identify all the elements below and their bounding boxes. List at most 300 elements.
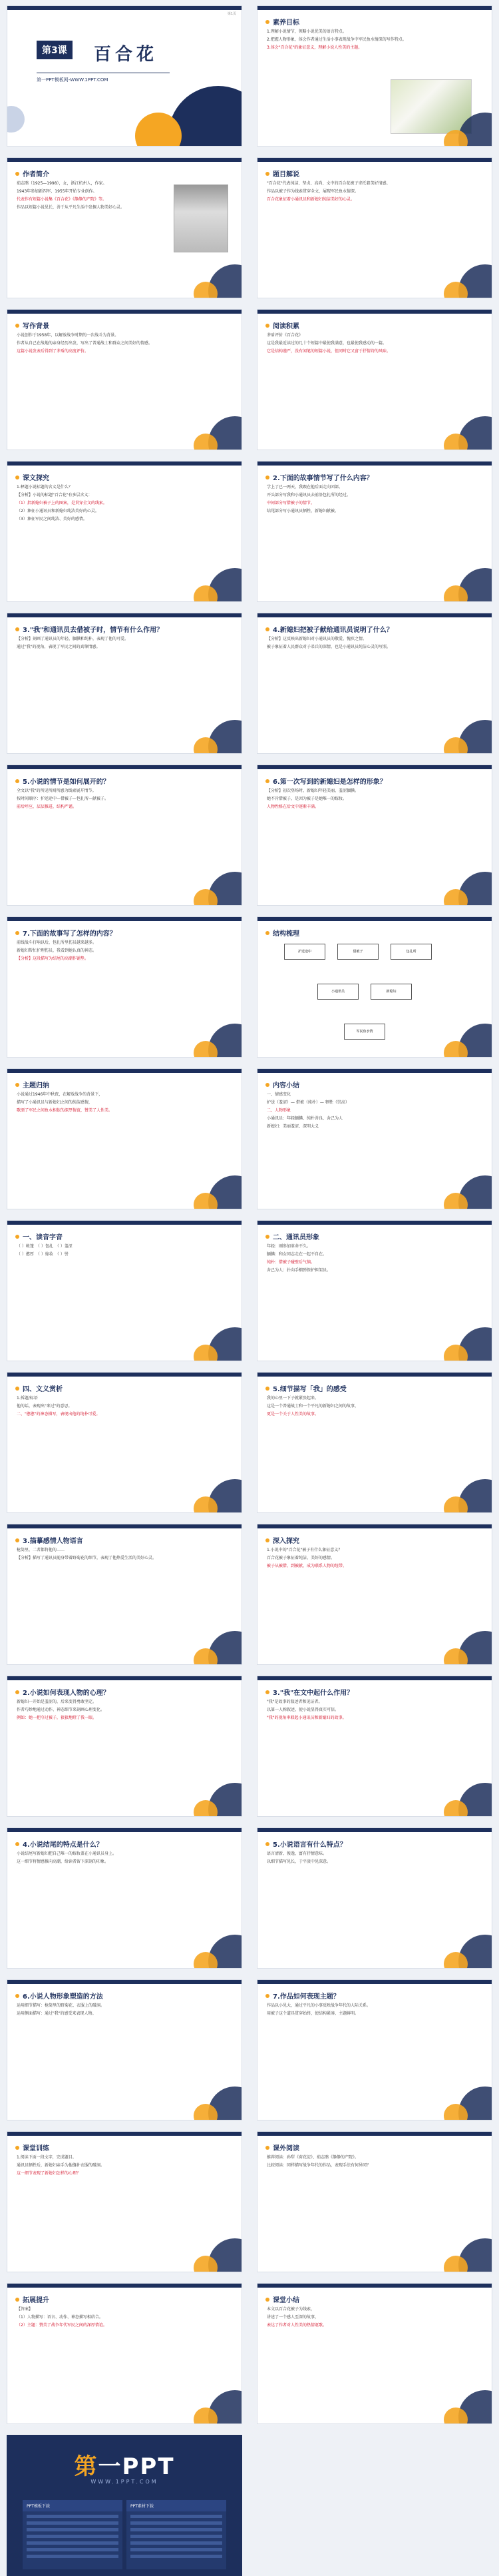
body-line: "我"是故事的叙述者和见证者。 (267, 1700, 323, 1704)
slide-title: 内容小结 (273, 1082, 299, 1090)
slide-title: 6.第一次写到的新媳妇是怎样的形象？ (273, 779, 387, 786)
content-slide (7, 2283, 242, 2424)
slide-title: 课文探究 (23, 475, 49, 482)
body-line: 这一细节将情感推向高潮，给读者留下深刻的印象。 (17, 1859, 109, 1864)
body-line: 1943年参加新四军，1955年开始专业创作。 (17, 189, 97, 194)
slide-topbar (7, 2284, 242, 2288)
slide-body (17, 1851, 232, 1867)
slide-heading (265, 320, 299, 330)
slide-body (267, 1851, 482, 1867)
body-line: 小说结尾写新媳妇把自己唯一的嫁妆盖在小通讯员身上。 (17, 1851, 117, 1856)
content-slide (257, 1979, 492, 2120)
content-slide (7, 157, 242, 298)
slide-body (267, 484, 482, 516)
body-line: 结尾部分写小通讯员牺牲，新媳妇献被。 (267, 509, 339, 513)
body-line: 用被子这个道具贯穿始终，使结构紧凑、主题鲜明。 (267, 2011, 359, 2016)
body-line: 被子从被借、到被献，成为联系人物的纽带。 (267, 1564, 347, 1568)
slide-body (267, 636, 482, 652)
bullet-dot-icon (15, 1235, 19, 1239)
link-row[interactable] (130, 2535, 222, 2538)
slide-heading (15, 1991, 103, 2001)
bullet-dot-icon (15, 2298, 19, 2302)
slide-heading (265, 1080, 299, 1090)
body-line: 新媳妇：美丽羞涩、深明大义 (267, 1124, 319, 1129)
body-line: 运用细节描写：枪筒里的野菊花、衣服上的破洞。 (17, 2003, 105, 2008)
content-slide (7, 613, 242, 754)
slide-title: 2.小说如何表现人物的心理？ (23, 1690, 110, 1697)
link-row[interactable] (130, 2548, 222, 2551)
slide-heading (265, 17, 299, 27)
decor-circle (7, 106, 25, 133)
link-row[interactable] (130, 2521, 222, 2525)
link-row[interactable] (130, 2528, 222, 2531)
bullet-dot-icon (15, 1842, 19, 1846)
body-line: 小说创作于1958年，以解放战争时期的一次战斗为背景。 (17, 333, 119, 338)
content-slide (257, 2283, 492, 2424)
content-slide (257, 1372, 492, 1513)
slide-body (267, 1243, 482, 1275)
slide-topbar (257, 310, 492, 314)
body-line: 作者巧妙地通过动作、神态细节来刻画心理变化。 (17, 1708, 105, 1712)
bullet-dot-icon (265, 1994, 269, 1998)
flow-node: 借被子 (337, 944, 379, 960)
slide-topbar (7, 1676, 242, 1680)
slide-body (17, 1092, 232, 1116)
slide-body (267, 332, 482, 356)
body-line: 描写了小通讯员与新媳妇之间的纯洁感情， (17, 1100, 93, 1105)
body-line: 她不肯借被子，是因为被子是她唯一的嫁妆。 (267, 797, 347, 801)
slide-topbar (7, 158, 242, 162)
slide-heading (15, 1535, 83, 1545)
slide-heading (15, 168, 49, 178)
body-line: 这一细节表现了新媳妇怎样的心理？ (17, 2171, 81, 2176)
body-line: 推荐阅读：孙犁《荷花淀》、茹志鹃《静静的产院》。 (267, 2155, 359, 2160)
content-slide (257, 916, 492, 1058)
slide-title: 课外阅读 (273, 2145, 299, 2152)
slide-heading (265, 168, 299, 178)
body-line: 1.小说中的"百合花"被子有什么象征意义？ (267, 1548, 343, 1552)
body-line: （1）人物描写：语言、动作、神态描写相结合。 (17, 2315, 103, 2320)
body-line: 新媳妇帮忙护理伤员，我看到她认真的神态。 (17, 948, 97, 953)
logo-accent: 第 (74, 2453, 98, 2480)
slide-topbar (257, 6, 492, 10)
page-tag: 第1页 (227, 12, 236, 16)
slide-heading (265, 1991, 340, 2001)
bullet-dot-icon (265, 2298, 269, 2302)
body-line: 作品以小见大，通过平凡的小事反映战争年代的人际关系。 (267, 2003, 371, 2008)
bullet-dot-icon (265, 779, 269, 783)
slide-topbar (257, 1524, 492, 1528)
slide-title: 5.小说的情节是如何展开的？ (23, 779, 110, 786)
slide-topbar (257, 917, 492, 921)
brand-url[interactable]: WWW.1PPT.COM (90, 2479, 158, 2485)
slide-title: 7.作品如何表现主题？ (273, 1993, 340, 2001)
body-line: 腼腆：和女同志走在一起不自在。 (267, 1252, 327, 1257)
body-line: 按时间顺序：护送途中—借被子—包扎所—献被子。 (17, 797, 109, 801)
body-line: 二、人物形象 (267, 1108, 291, 1113)
body-line: 【分析】初次登场时，新媳妇年轻美丽，羞涩腼腆。 (267, 789, 359, 793)
flow-node: 小通讯员 (317, 984, 359, 1000)
body-line: 护送（羞涩）— 借被（纯朴）— 牺牲（崇高） (267, 1100, 349, 1105)
body-line: 3.体会"百合花"的象征意义，理解小说人性美的主题。 (267, 45, 363, 50)
bullet-dot-icon (265, 1690, 269, 1694)
body-line: 学上了已一两天，我跟在他后面走向团部。 (267, 485, 343, 489)
bullet-dot-icon (15, 779, 19, 783)
body-line: 【分析】刻画了通讯员的年轻、腼腆和纯朴，表现了他的可爱。 (17, 637, 129, 641)
content-slide (7, 1676, 242, 1817)
slide-title: 四、文义赏析 (23, 1386, 63, 1393)
slide-title: 拓展提升 (23, 2297, 49, 2304)
slide-body (267, 180, 482, 204)
slide-body (267, 1395, 482, 1419)
body-line: 1.释题小说标题的含义是什么？ (17, 485, 73, 489)
body-line: 通过"我"的视角，表现了军民之间的真挚情感。 (17, 645, 100, 649)
body-line: 【分析】描写了通讯员随身带着野菊花的细节，表现了他热爱生活的美好心灵。 (17, 1556, 157, 1560)
body-line: （1）指新媳妇被子上的图案，是贯穿全文的线索。 (17, 501, 107, 505)
link-row[interactable] (27, 2521, 118, 2525)
slide-heading (15, 1839, 103, 1849)
slide-body (267, 2154, 482, 2170)
slide-title: 5.细节描写「我」的感受 (273, 1386, 347, 1393)
slide-title: 3.描摹感情人物语言 (23, 1538, 83, 1545)
body-line: 这篇小说发表后得到了茅盾的高度评价。 (17, 349, 89, 354)
slide-topbar (7, 1828, 242, 1832)
slide-title: 主题归纳 (23, 1082, 49, 1090)
slide-body (17, 1547, 232, 1563)
body-line: 这是我最近读过的几十个短篇中最使我满意，也最使我感动的一篇。 (267, 341, 387, 346)
slide-topbar (257, 1221, 492, 1225)
slide-title: 素养目标 (273, 19, 299, 27)
slide-topbar (7, 1069, 242, 1073)
slide-title: 写作背景 (23, 323, 49, 330)
link-row[interactable] (27, 2548, 118, 2551)
body-line: 作品以被子作为线索贯穿全文，展现军民鱼水情深。 (267, 189, 359, 194)
cover-slide (7, 5, 242, 147)
lesson-number: 第3课 (37, 41, 73, 59)
body-line: 【答案】 (17, 2307, 33, 2312)
body-line: 它是结构谨严，没有闲笔的短篇小说，但同时它又富于抒情诗的风味。 (267, 349, 391, 354)
slide-topbar (7, 613, 242, 617)
slide-body (17, 1243, 232, 1259)
slide-body (17, 1395, 232, 1419)
bullet-dot-icon (15, 1083, 19, 1087)
slide-title: 5.小说语言有什么特点？ (273, 1841, 347, 1849)
bullet-dot-icon (265, 1235, 269, 1239)
slide-heading (265, 1231, 319, 1241)
body-line: （3）象征军民之间纯洁、美好的感情。 (17, 517, 87, 521)
body-line: 小通讯员：年轻腼腆、纯朴善良、舍己为人 (267, 1116, 343, 1121)
slide-body (17, 788, 232, 812)
bullet-dot-icon (265, 476, 269, 480)
body-line: （2）象征小通讯员和新媳妇纯洁美好的心灵。 (17, 509, 99, 513)
body-line: 通讯员牺牲后，新媳妇亲手为他缝补衣服的破洞。 (17, 2163, 105, 2168)
slide-body (267, 1699, 482, 1723)
body-line: 作者从自己在战地的亲身经历出发，写出了普通战士和群众之间美好的情感。 (17, 341, 153, 346)
cover-title: 百合花 (94, 45, 158, 65)
body-line: 中间部分写借被子的情节。 (267, 501, 315, 505)
flow-node: 包扎所 (391, 944, 432, 960)
slide-topbar (7, 1221, 242, 1225)
body-line: 百合花被子象征着纯洁、美好的感情。 (267, 1556, 335, 1560)
body-line: 一、情感变化 (267, 1092, 291, 1097)
body-line: 开头部分写我和小通讯员去前沿包扎所的经过。 (267, 493, 351, 497)
slide-title: 一、读音字音 (23, 1234, 63, 1241)
slide-topbar (257, 1069, 492, 1073)
content-slide (7, 765, 242, 906)
slide-title: 4.小说结尾的特点是什么？ (23, 1841, 103, 1849)
slide-body (267, 2306, 482, 2330)
slide-title: 作者简介 (23, 171, 49, 178)
slide-topbar (7, 462, 242, 466)
slide-topbar (257, 462, 492, 466)
link-row[interactable] (27, 2535, 118, 2538)
panel-title: PPT素材下载 (126, 2500, 226, 2511)
bullet-dot-icon (15, 172, 19, 176)
bullet-dot-icon (15, 1387, 19, 1391)
content-slide (257, 1524, 492, 1665)
bullet-dot-icon (15, 2146, 19, 2150)
body-line: 被子象征着人民群众对子弟兵的深情，也是小通讯员纯洁心灵的写照。 (267, 645, 391, 649)
body-line: 表达了作者对人性美的热情讴歌。 (267, 2323, 327, 2328)
slide-topbar (7, 310, 242, 314)
slide-topbar (257, 613, 492, 617)
bullet-dot-icon (15, 1538, 19, 1542)
slide-title: 2.下面的故事情节写了什么内容？ (273, 475, 373, 482)
link-row[interactable] (27, 2541, 118, 2545)
content-slide (257, 461, 492, 602)
body-line: 前线战斗打响以后，包扎所里伤员越来越多。 (17, 940, 97, 945)
slide-body (267, 29, 482, 53)
slide-heading (15, 776, 110, 786)
slide-heading (15, 2142, 49, 2152)
slide-heading (265, 1687, 353, 1697)
body-line: 我的心里一下子就紧张起来。 (267, 1396, 319, 1401)
body-line: 【分析】这反映出新媳妇对小通讯员的敬爱、愧疚之情。 (267, 637, 367, 641)
panel-title: PPT模板下载 (23, 2500, 122, 2511)
link-row[interactable] (27, 2528, 118, 2531)
slide-body (267, 788, 482, 812)
author-portrait (174, 184, 228, 252)
slide-topbar (7, 6, 242, 10)
slide-topbar (7, 917, 242, 921)
link-row[interactable] (130, 2541, 222, 2545)
body-line: 茅盾评价《百合花》 (267, 333, 303, 338)
slide-body (17, 332, 232, 356)
slide-topbar (257, 158, 492, 162)
body-line: 二、"憨憨"的神态描写，表现出他的纯朴可爱。 (17, 1412, 100, 1417)
body-line: 纯朴：借被子碰壁后气恼。 (267, 1260, 315, 1265)
slide-topbar (257, 1676, 492, 1680)
footer-slide (7, 2435, 242, 2576)
slide-topbar (7, 765, 242, 769)
content-slide (7, 1220, 242, 1361)
slide-body (17, 2003, 232, 2019)
body-line: 新媳妇一开始是羞涩的，后来变得勇敢坚定。 (17, 1700, 97, 1704)
bullet-dot-icon (265, 324, 269, 328)
slide-heading (15, 320, 49, 330)
bullet-dot-icon (15, 476, 19, 480)
body-line: 歌颂了军民之间鱼水相依的深厚情谊，赞美了人性美。 (17, 1108, 113, 1113)
content-slide (257, 1676, 492, 1817)
content-slide (257, 1068, 492, 1209)
slide-title: 课堂训练 (23, 2145, 49, 2152)
slide-body (17, 636, 232, 652)
slide-heading (265, 2294, 299, 2304)
slide-title: 课堂小结 (273, 2297, 299, 2304)
body-line: 茹志鹃（1925—1998），女，浙江杭州人，作家。 (17, 181, 107, 186)
slide-heading (265, 2142, 299, 2152)
slide-title: 结构梳理 (273, 930, 299, 938)
bullet-dot-icon (15, 931, 19, 935)
slide-topbar (257, 1980, 492, 1984)
body-line: 【分析】小说的标题"百合花"有多层含义： (17, 493, 92, 497)
slide-body (17, 940, 232, 964)
link-row[interactable] (27, 2515, 118, 2518)
slide-heading (15, 1231, 63, 1241)
slide-body (267, 1092, 482, 1131)
body-line: 百合花象征着小通讯员和新媳妇纯洁美好的心灵。 (267, 197, 355, 202)
bullet-dot-icon (265, 1083, 269, 1087)
content-slide (7, 1827, 242, 1969)
bullet-dot-icon (15, 324, 19, 328)
body-line: （2）主题：赞美了战争年代军民之间的深厚情谊。 (17, 2323, 107, 2328)
link-row[interactable] (27, 2555, 118, 2558)
slide-body (267, 1547, 482, 1571)
link-row[interactable] (130, 2515, 222, 2518)
content-slide (257, 309, 492, 450)
body-line: 全文以"我"的所见所闻所感为线索展开情节。 (17, 789, 96, 793)
slide-heading (15, 624, 163, 634)
slide-heading (265, 928, 299, 938)
slide-topbar (257, 765, 492, 769)
cover-subtitle: 第一PPT模板网-WWW.1PPT.COM (37, 77, 108, 83)
body-line: 以细节描写见长，于平淡中见深意。 (267, 1859, 331, 1864)
content-slide (257, 1827, 492, 1969)
body-line: 1.阅读下面一段文字，完成题目。 (17, 2155, 77, 2160)
body-line: 更是一个关于人性美的故事。 (267, 1412, 319, 1417)
slide-topbar (257, 1373, 492, 1377)
body-line: 2.把握人物形象，体会作者通过生活小事表现战争中军民鱼水情深的写作特点。 (267, 37, 407, 42)
body-line: 代表作有短篇小说集《百合花》《静静的产院》等。 (17, 197, 107, 202)
slide-heading (15, 1383, 63, 1393)
slide-heading (15, 1080, 49, 1090)
slide-heading (265, 776, 387, 786)
content-slide (7, 1979, 242, 2120)
slide-title: 3."我"在文中起什么作用？ (273, 1690, 354, 1697)
slide-heading (265, 472, 373, 482)
slide-heading (265, 624, 393, 634)
content-slide (257, 2131, 492, 2272)
bullet-dot-icon (15, 1690, 19, 1694)
brand-logo: 第一PPT (74, 2453, 175, 2480)
slide-topbar (7, 1524, 242, 1528)
slide-topbar (257, 2132, 492, 2136)
slide-body (267, 2003, 482, 2019)
content-slide (7, 916, 242, 1058)
slide-title: 深入探究 (273, 1538, 299, 1545)
slide-heading (15, 928, 116, 938)
body-line: 这是一个普通战士和一个平凡的新媳妇之间的故事， (267, 1404, 359, 1409)
body-line: "百合花"代表纯洁、坚贞、高尚、文中的百合花被子寄托着美好情感。 (267, 181, 391, 186)
content-slide (257, 5, 492, 147)
bullet-dot-icon (265, 931, 269, 935)
body-line: 小说通过1946年中秋夜，在解放战争的背景下， (17, 1092, 103, 1097)
slide-heading (265, 1383, 347, 1393)
slide-title: 6.小说人物形象塑造的方法 (23, 1993, 103, 2001)
link-row[interactable] (130, 2555, 222, 2558)
flow-node: 新媳妇 (371, 984, 412, 1000)
lily-photo (391, 79, 472, 134)
content-slide (257, 765, 492, 906)
content-slide (257, 613, 492, 754)
content-slide (7, 2131, 242, 2272)
flow-node: 军民鱼水情 (344, 1024, 385, 1040)
slide-title: 3."我"和通讯员去借被子时，情节有什么作用？ (23, 627, 164, 634)
slide-heading (265, 1839, 347, 1849)
bullet-dot-icon (265, 172, 269, 176)
slide-topbar (257, 2284, 492, 2288)
bullet-dot-icon (265, 1842, 269, 1846)
bullet-dot-icon (15, 627, 19, 631)
body-line: 例如：她一把夺过被子，狠狠地瞪了我一眼。 (17, 1716, 97, 1720)
slide-topbar (257, 1828, 492, 1832)
bullet-dot-icon (265, 20, 269, 24)
bullet-dot-icon (265, 627, 269, 631)
content-slide (257, 157, 492, 298)
slide-topbar (7, 2132, 242, 2136)
content-slide (7, 1068, 242, 1209)
slide-body (17, 1699, 232, 1723)
slide-heading (15, 2294, 49, 2304)
link-panel (126, 2500, 226, 2569)
bullet-dot-icon (15, 1994, 19, 1998)
slide-heading (15, 472, 49, 482)
slide-heading (15, 1687, 110, 1697)
body-line: 枪筒里，二者都将他的…… (17, 1548, 65, 1552)
slide-topbar (7, 1373, 242, 1377)
body-line: 讲述了一个感人至深的故事， (267, 2315, 319, 2320)
slide-topbar (7, 1980, 242, 1984)
bullet-dot-icon (265, 1387, 269, 1391)
slide-title: 4.新媳妇把被子献给通讯员说明了什么？ (273, 627, 393, 634)
body-line: （ ）憨厚 （ ）嫁妆 （ ）髻 (17, 1252, 69, 1257)
bullet-dot-icon (265, 1538, 269, 1542)
link-panel (23, 2500, 122, 2569)
body-line: 人物性格在后文中逐渐丰满。 (267, 805, 319, 809)
body-line: （ ）帐篷 （ ）包扎 （ ）羞涩 (17, 1244, 73, 1249)
slide-title: 阅读积累 (273, 323, 299, 330)
slide-title: 二、通讯员形象 (273, 1234, 319, 1241)
bullet-dot-icon (265, 2146, 269, 2150)
body-line: 舍己为人：扑向手榴弹保护担架员。 (267, 1268, 331, 1273)
body-line: 年轻：刚参加革命不久。 (267, 1244, 311, 1249)
body-line: 【分析】这段描写为结尾的高潮作铺垫。 (17, 956, 89, 961)
body-line: 语言清新、俊逸，富有抒情意味。 (267, 1851, 327, 1856)
content-slide (7, 1372, 242, 1513)
slide-title: 7.下面的故事写了怎样的内容？ (23, 930, 116, 938)
body-line: "我"的视角串联起小通讯员和新媳妇的故事。 (267, 1716, 347, 1720)
slide-heading (265, 1535, 299, 1545)
body-line: 作品以短篇小说见长，善于从平凡生活中发掘人物美好心灵。 (17, 205, 125, 210)
body-line: 1.理解小说情节，领略小说优美的语言特点。 (267, 29, 347, 34)
body-line: 他的话，表现出"来过"的意思。 (17, 1404, 73, 1409)
body-line: 运用侧面描写：通过"我"的感受来表现人物。 (17, 2011, 96, 2016)
content-slide (7, 1524, 242, 1665)
content-slide (7, 309, 242, 450)
body-line: 1.拆题/标语 (17, 1396, 38, 1401)
content-slide (7, 461, 242, 602)
body-line: 以第一人称叙述，使小说显得真实可信。 (267, 1708, 339, 1712)
